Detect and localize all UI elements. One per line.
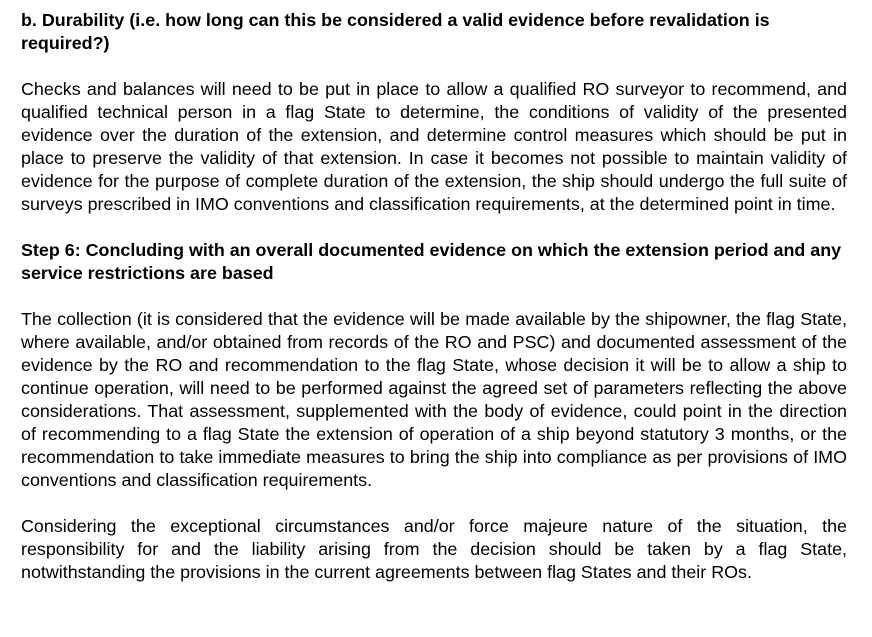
durability-paragraph: Checks and balances will need to be put in place to allow a qualified RO surveyor to recommend, and qualified technical person in a flag State to determine, the conditions of validity of the presented evidence over the duration of the extension, and determine control measures which should be put in place to preserve the validity of that extension. In case it becomes not possible to maintain validity of evidence for the purpose of complete duration of the extension, the ship should undergo the full suite of surveys prescribed in IMO conventions and classification requirements, at the determined point in time.: [21, 79, 847, 214]
step6-paragraph: The collection (it is considered that the evidence will be made available by the shipowner, the flag State, where available, and/or obtained from records of the RO and PSC) and documented assessment of the evidence by the RO and recommendation to the flag State, whose decision it will be to allow a ship to continue operation, will need to be performed against the agreed set of parameters reflecting the above considerations. That assessment, supplemented with the body of evidence, could point in the direction of recommending to a flag State the extension of operation of a ship beyond statutory 3 months, or the recommendation to take immediate measures to bring the ship into compliance as per provisions of IMO conventions and classification requirements.: [21, 309, 847, 490]
step6-heading: Step 6: Concluding with an overall documented evidence on which the extension period and any service restrictions are based: [21, 240, 842, 283]
document-page: [21, 9, 847, 584]
paragraph-spacer: [21, 216, 847, 239]
closing-paragraph: Considering the exceptional circumstances and/or force majeure nature of the situation, the responsibility for and the liability arising from the decision should be taken by a flag State, notwithstanding the provisions in the current agreements between flag States and their ROs.: [21, 516, 847, 582]
durability-heading: b. Durability (i.e. how long can this be considered a valid evidence before revalidation is required?): [21, 10, 770, 53]
paragraph-spacer: [21, 55, 847, 78]
paragraph-spacer: [21, 285, 847, 308]
paragraph-spacer: [21, 492, 847, 515]
